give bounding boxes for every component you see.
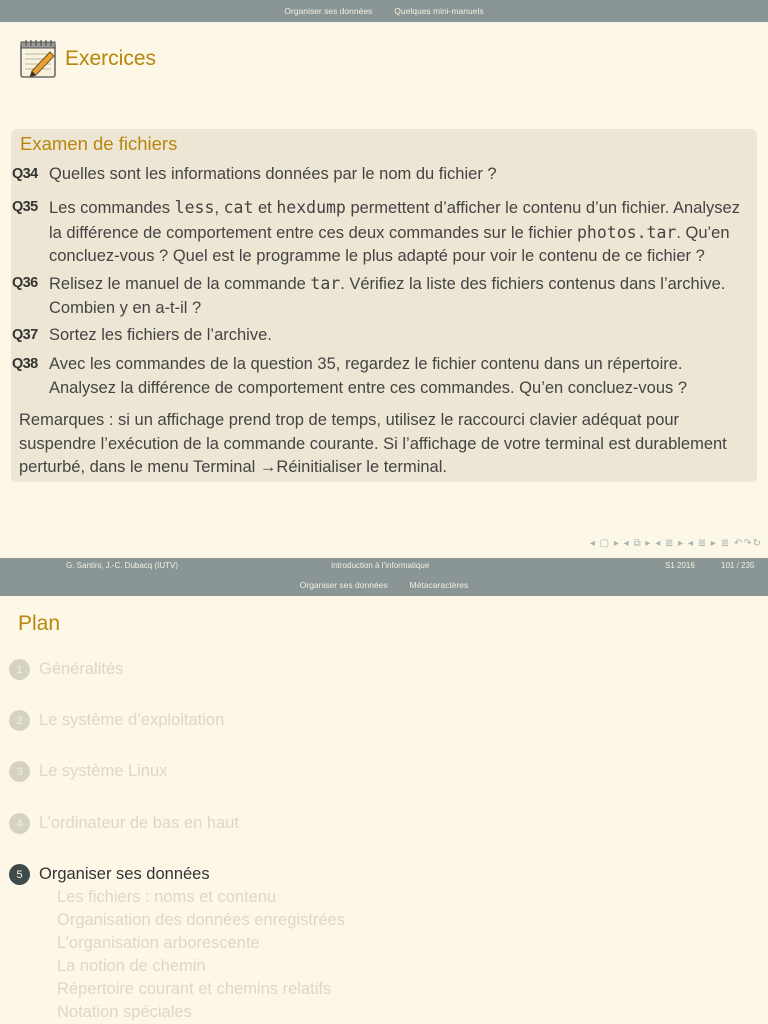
question-number: Q36 [12,275,38,291]
slide-header [0,0,768,22]
plan-subitem[interactable]: Répertoire courant et chemins relatifs [57,980,332,998]
question-text: Relisez le manuel de la commande tar. Vérifiez la liste des fichiers contenus dans l’archive. Combien y en a-t-il ? [49,274,726,317]
slide-title [18,38,156,80]
plan-item-label: Généralités [39,660,124,678]
footer-page: 101 / 235 [721,561,755,570]
item-number-badge: 3 [9,761,30,782]
notepad-icon [18,38,60,80]
plan-item-4[interactable] [9,813,239,834]
question-number: Q37 [12,327,38,343]
question-number: Q34 [12,166,38,182]
plan-item-label: L’ordinateur de bas en haut [39,814,239,832]
plan-item-label: Organiser ses données [39,865,210,883]
plan-subitem[interactable]: La notion de chemin [57,957,206,975]
block-title: Examen de fichiers [20,133,178,154]
plan-subitem[interactable]: L’organisation arborescente [57,934,260,952]
remark-text: Remarques : si un affichage prend trop de temps, utilisez le raccourci clavier adéquat pour suspendre l’exécution de la commande courante. Si l’affichage de votre terminal est durablement perturbé, dans le menu Terminal →Réinitialiser le terminal. [19,411,727,476]
item-number-badge: 5 [9,864,30,885]
plan-title-text: Plan [18,612,61,635]
footer-term: S1 2016 [665,561,695,570]
beamer-navigation-icons[interactable]: ◂ ▢ ▸ ◂ ⧉ ▸ ◂ ≣ ▸ ◂ ≣ ▸ ≣ ↶↷↻ [589,538,762,549]
slide-footer [0,558,768,574]
plan-title [18,612,60,636]
item-number-badge: 1 [9,659,30,680]
header-subsection[interactable]: Quelques mini-manuels [394,6,484,16]
exercise-block [11,129,757,482]
plan-subitem[interactable]: Les fichiers : noms et contenu [57,888,277,906]
plan-subitem[interactable]: Organisation des données enregistrées [57,911,346,929]
header-subsection[interactable]: Métacaractères [409,580,469,590]
item-number-badge: 4 [9,813,30,834]
item-number-badge: 2 [9,710,30,731]
question-text: Sortez les fichiers de l’archive. [49,326,272,344]
plan-item-3[interactable] [9,761,167,782]
question-text: Quelles sont les informations données par le nom du fichier ? [49,165,497,183]
plan-subitem[interactable]: Notation spéciales [57,1003,192,1021]
plan-item-label: Le système Linux [39,762,168,780]
slide2-header [0,574,768,596]
footer-authors: G. Santini, J.-C. Dubacq (IUTV) [66,561,179,570]
footer-course: Introduction à l’informatique [331,561,430,570]
plan-item-1[interactable] [9,659,123,680]
plan-item-5[interactable] [9,864,210,885]
header-section[interactable]: Organiser ses données [284,6,373,16]
slide-title-text: Exercices [65,47,157,70]
question-text: Avec les commandes de la question 35, regardez le fichier contenu dans un répertoire. Analysez la différence de comportement entre ces commandes. Qu’en concluez-vous ? [49,355,688,397]
plan-item-label: Le système d’exploitation [39,711,225,729]
plan-item-2[interactable] [9,710,224,731]
question-number: Q38 [12,356,38,372]
header-section[interactable]: Organiser ses données [299,580,388,590]
question-text: Les commandes less, cat et hexdump permettent d’afficher le contenu d’un fichier. Analysez la différence de comportement entre ces deux commandes sur le fichier photos.tar. Qu’en concluez-vous ? Quel est le programme le plus adapté pour voir le contenu de ce fichier ? [49,198,740,265]
question-number: Q35 [12,199,38,215]
